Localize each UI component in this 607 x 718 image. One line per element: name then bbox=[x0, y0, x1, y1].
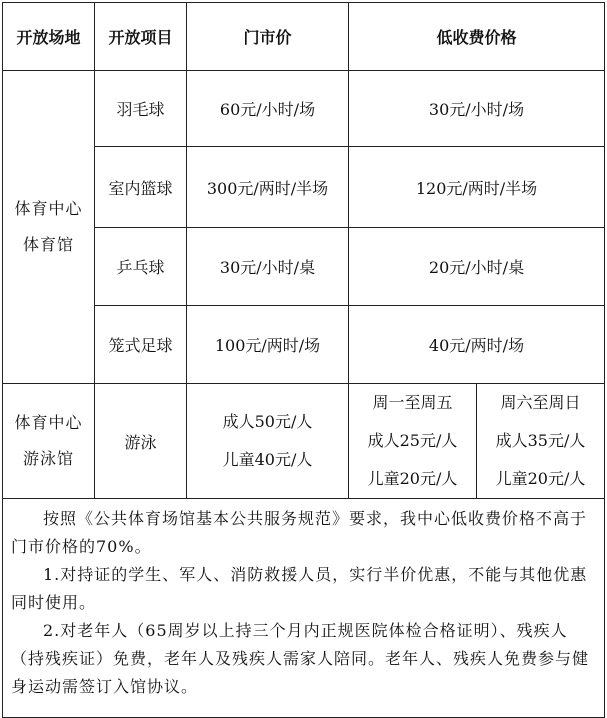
pool-weekday-cell bbox=[349, 384, 477, 499]
note-paragraph: 1.对持证的学生、军人、消防救援人员，实行半价优惠，不能与其他优惠同时使用。 bbox=[11, 565, 588, 612]
venue-pool-line1: 体育中心 bbox=[14, 413, 83, 432]
header-item: 开放项目 bbox=[95, 3, 187, 71]
pool-weekend-child: 儿童20元/人 bbox=[495, 469, 586, 488]
pool-weekday-child: 儿童20元/人 bbox=[367, 469, 458, 488]
low-price-cell: 20元/小时/桌 bbox=[349, 228, 605, 306]
item-cell: 羽毛球 bbox=[95, 71, 187, 147]
venue-pool-line2: 游泳馆 bbox=[22, 449, 74, 468]
pool-item-cell: 游泳 bbox=[95, 384, 187, 499]
market-price-cell: 60元/小时/场 bbox=[187, 71, 349, 147]
venue-gym bbox=[3, 71, 95, 384]
market-price-cell: 100元/两时/场 bbox=[187, 306, 349, 384]
low-price-cell: 30元/小时/场 bbox=[349, 71, 605, 147]
venue-pool bbox=[3, 384, 95, 499]
venue-gym-line1: 体育中心 bbox=[14, 199, 83, 218]
table-row bbox=[3, 71, 605, 147]
low-price-cell: 120元/两时/半场 bbox=[349, 147, 605, 228]
pool-weekday-label: 周一至周五 bbox=[372, 393, 453, 412]
pool-weekend-adult: 成人35元/人 bbox=[495, 431, 586, 450]
header-market-price: 门市价 bbox=[187, 3, 349, 71]
pool-market-adult: 成人50元/人 bbox=[222, 412, 313, 431]
pool-market-price-cell bbox=[187, 384, 349, 499]
venue-gym-line2: 体育馆 bbox=[22, 235, 74, 254]
notes-cell bbox=[3, 499, 605, 718]
header-low-price: 低收费价格 bbox=[349, 3, 605, 71]
header-venue: 开放场地 bbox=[3, 3, 95, 71]
header-row bbox=[3, 3, 605, 71]
item-cell: 室内篮球 bbox=[95, 147, 187, 228]
note-paragraph: 2.对老年人（65周岁以上持三个月内正规医院体检合格证明）、残疾人（持残疾证）免费，老年人及残疾人需家人陪同。老年人、残疾人免费参与健身运动需签订入馆协议。 bbox=[11, 621, 590, 696]
notes-row bbox=[3, 499, 605, 718]
market-price-cell: 300元/两时/半场 bbox=[187, 147, 349, 228]
item-cell: 乒乓球 bbox=[95, 228, 187, 306]
market-price-cell: 30元/小时/桌 bbox=[187, 228, 349, 306]
low-price-cell: 40元/两时/场 bbox=[349, 306, 605, 384]
pool-weekend-cell bbox=[477, 384, 605, 499]
pool-weekday-adult: 成人25元/人 bbox=[367, 431, 458, 450]
pool-weekend-label: 周六至周日 bbox=[500, 393, 581, 412]
pool-row bbox=[3, 384, 605, 499]
item-cell: 笼式足球 bbox=[95, 306, 187, 384]
price-table bbox=[2, 2, 605, 718]
pool-market-child: 儿童40元/人 bbox=[222, 450, 313, 469]
note-paragraph: 按照《公共体育场馆基本公共服务规范》要求，我中心低收费价格不高于门市价格的70%。 bbox=[11, 509, 588, 556]
